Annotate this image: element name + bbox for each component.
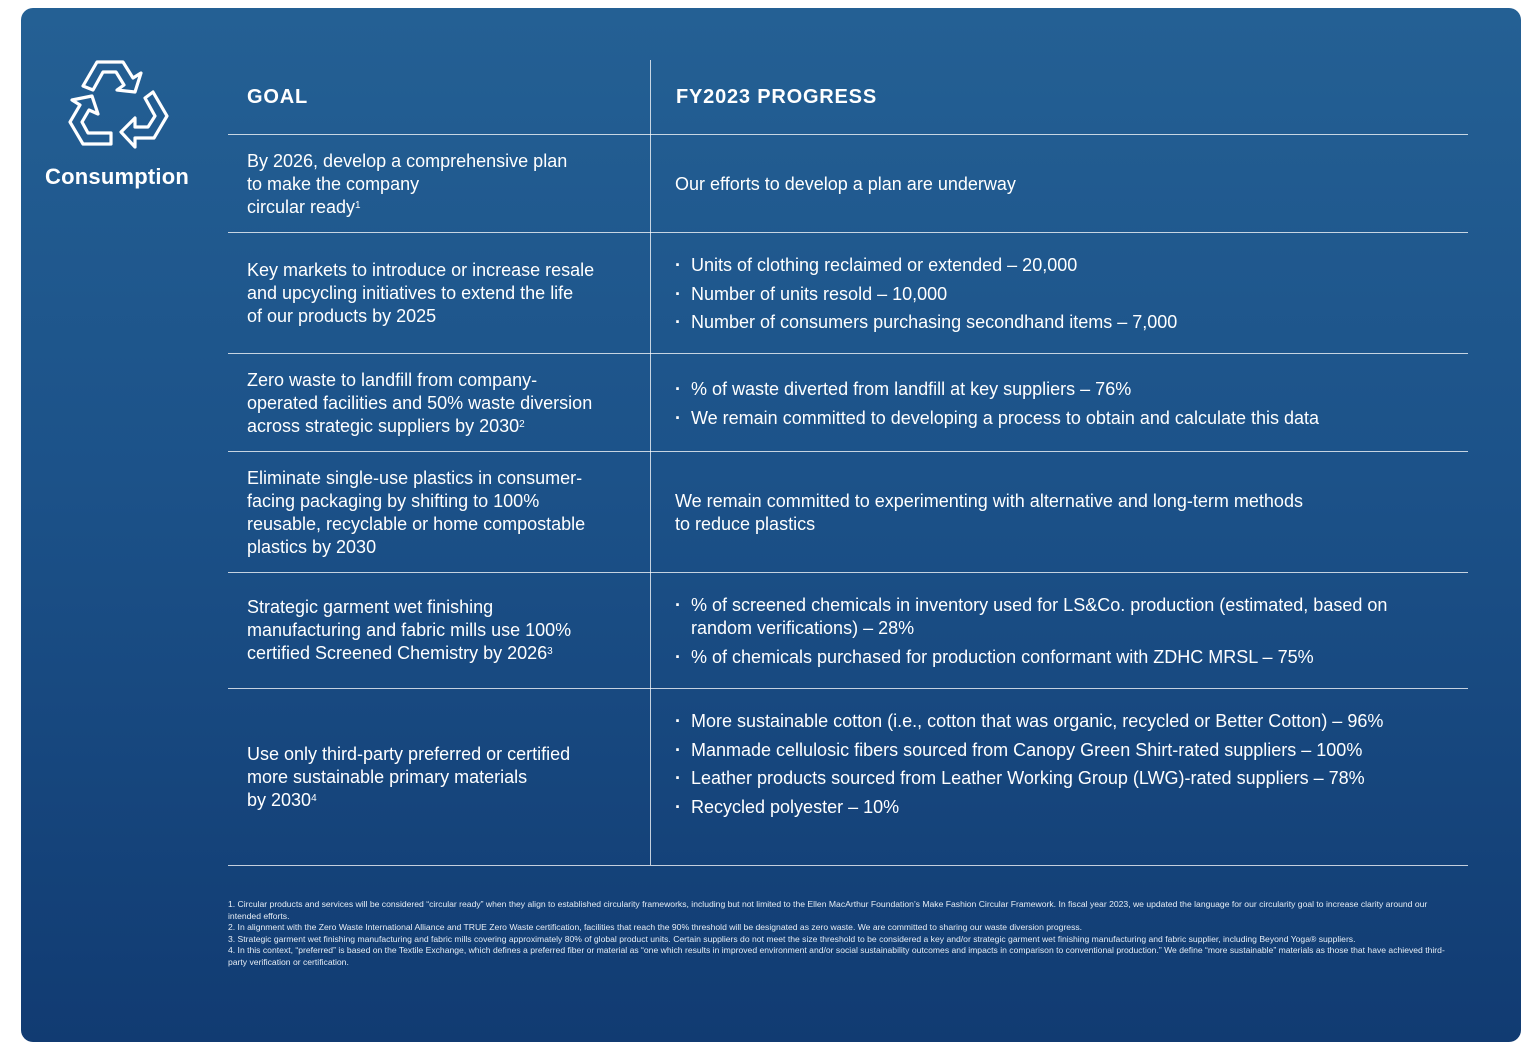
- row-divider: [228, 451, 1468, 452]
- progress-item: · We remain committed to developing a process to obtain and calculate this data: [675, 407, 1465, 430]
- footnote: 1. Circular products and services will be considered “circular ready” when they align to established circularity frameworks, including but not limited to the Ellen MacArthur Foundation’s Make Fashion Circular Framework. In fiscal year 2023, we updated the language for our circularity goal to increase clarity around our intended efforts.: [228, 899, 1428, 921]
- progress-item: · Manmade cellulosic fibers sourced from Canopy Green Shirt-rated suppliers – 100%: [675, 739, 1465, 762]
- goal-cell: By 2026, develop a comprehensive plan to make the company circular ready$^1$: [247, 151, 568, 217]
- progress-cell: [675, 710, 1465, 824]
- progress-item: · % of screened chemicals in inventory used for LS&Co. production (estimated, based on random verifications) – 28%: [675, 594, 1435, 640]
- progress-item: · Leather products sourced from Leather Working Group (LWG)-rated suppliers – 78%: [675, 767, 1465, 790]
- category-label: Consumption: [45, 164, 189, 189]
- goal-cell: Key markets to introduce or increase resale and upcycling initiatives to extend the life of our products by 2025: [247, 260, 595, 326]
- row-divider: [228, 353, 1468, 354]
- goal-cell: Strategic garment wet finishing manufacturing and fabric mills use 100% certified Screened Chemistry by 2026$^3$: [247, 597, 572, 663]
- progress-item: · More sustainable cotton (i.e., cotton that was organic, recycled or Better Cotton) – 96%: [675, 710, 1465, 733]
- consumption-panel: [21, 8, 1521, 1042]
- row-divider: [228, 232, 1468, 233]
- column-divider: [650, 60, 651, 865]
- header-divider: [228, 134, 1468, 135]
- progress-cell: [675, 378, 1465, 435]
- goal-cell: Zero waste to landfill from company- operated facilities and 50% waste diversion across strategic suppliers by 2030$^2$: [247, 370, 593, 436]
- table-bottom-divider: [228, 865, 1468, 866]
- progress-column-header: FY2023 PROGRESS: [676, 86, 877, 108]
- row-divider: [228, 572, 1468, 573]
- progress-item: · Number of units resold – 10,000: [675, 283, 1465, 306]
- footnote: 3. Strategic garment wet finishing manufacturing and fabric mills covering approximately 80% of global product units. Certain suppliers do not meet the size threshold to be considered a key and/or strategic garment wet finishing manufacturing and fabric supplier, including Beyond Yoga® suppliers.: [228, 933, 1356, 944]
- goal-cell: Eliminate single-use plastics in consumer- facing packaging by shifting to 100% reusable, recyclable or home compostable plastics by 2030: [247, 468, 586, 557]
- progress-item: · % of chemicals purchased for production conformant with ZDHC MRSL – 75%: [675, 646, 1435, 669]
- progress-cell: [675, 254, 1465, 340]
- footnotes: [228, 899, 1458, 968]
- footnote: 4. In this context, “preferred” is based on the Textile Exchange, which defines a preferred fiber or material as “one which results in improved environment and/or social sustainability outcomes and impacts in comparison to conventional production.” We define “more sustainable” materials as those that have achieved third-party verification or certification.: [228, 945, 1445, 967]
- goal-cell: Use only third-party preferred or certified more sustainable primary materials by 2030$^4$: [247, 744, 571, 810]
- progress-item: · Units of clothing reclaimed or extended – 20,000: [675, 254, 1465, 277]
- row-divider: [228, 688, 1468, 689]
- progress-item: · Recycled polyester – 10%: [675, 796, 1465, 819]
- progress-cell: [675, 594, 1435, 674]
- progress-cell: We remain committed to experimenting with alternative and long-term methods to reduce plastics: [675, 491, 1303, 534]
- footnote: 2. In alignment with the Zero Waste International Alliance and TRUE Zero Waste certification, facilities that reach the 90% threshold will be designated as zero waste. We are committed to sharing our waste diversion progress.: [228, 922, 1083, 932]
- progress-cell: Our efforts to develop a plan are underway: [675, 174, 1016, 194]
- progress-item: · Number of consumers purchasing secondhand items – 7,000: [675, 311, 1465, 334]
- recycle-icon: [61, 52, 173, 164]
- goal-column-header: GOAL: [247, 86, 308, 108]
- progress-item: · % of waste diverted from landfill at key suppliers – 76%: [675, 378, 1465, 401]
